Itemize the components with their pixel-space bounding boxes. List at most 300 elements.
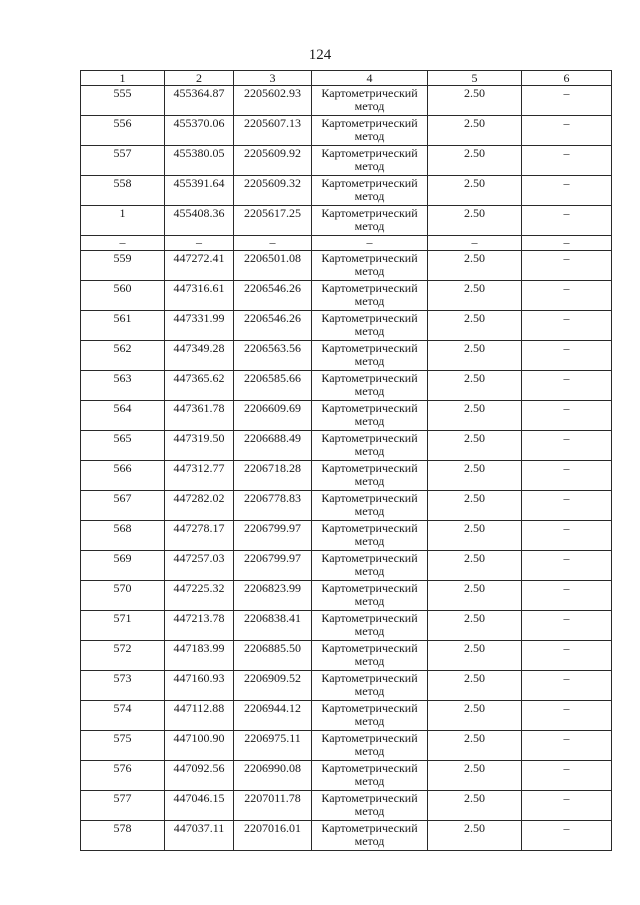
cell-accuracy xyxy=(428,641,522,671)
cell-accuracy-text: 2.50 xyxy=(464,731,485,745)
cell-accuracy xyxy=(428,461,522,491)
cell-y-coordinate xyxy=(234,86,312,116)
header-col-1: 1 xyxy=(81,71,165,86)
cell-x-coordinate xyxy=(165,641,234,671)
cell-accuracy-text: – xyxy=(471,235,478,249)
cell-point-number xyxy=(81,521,165,551)
cell-point-number-text: 561 xyxy=(113,311,132,325)
table-row xyxy=(81,761,612,791)
cell-accuracy xyxy=(428,251,522,281)
table-row xyxy=(81,176,612,206)
cell-accuracy-text: 2.50 xyxy=(464,581,485,595)
cell-accuracy xyxy=(428,731,522,761)
cell-method xyxy=(312,86,428,116)
cell-note xyxy=(522,206,612,236)
cell-note-text: – xyxy=(563,401,570,415)
cell-accuracy xyxy=(428,701,522,731)
cell-y-coordinate-text: 2206838.41 xyxy=(244,611,301,625)
cell-accuracy-text: 2.50 xyxy=(464,641,485,655)
cell-accuracy xyxy=(428,116,522,146)
cell-point-number-text: 559 xyxy=(113,251,132,265)
cell-method-text: Картометрический метод xyxy=(321,401,418,428)
cell-accuracy xyxy=(428,311,522,341)
cell-y-coordinate xyxy=(234,176,312,206)
cell-y-coordinate-text: 2205602.93 xyxy=(244,86,301,100)
cell-accuracy xyxy=(428,281,522,311)
cell-method-text: Картометрический метод xyxy=(321,581,418,608)
cell-note xyxy=(522,671,612,701)
cell-point-number xyxy=(81,206,165,236)
cell-y-coordinate-text: 2206975.11 xyxy=(244,731,301,745)
cell-x-coordinate-text: 447331.99 xyxy=(173,311,225,325)
cell-point-number xyxy=(81,431,165,461)
cell-point-number-text: 578 xyxy=(113,821,132,835)
cell-method-text: Картометрический метод xyxy=(321,761,418,788)
cell-method xyxy=(312,791,428,821)
cell-note xyxy=(522,431,612,461)
cell-method xyxy=(312,671,428,701)
cell-x-coordinate-text: 447312.77 xyxy=(173,461,225,475)
cell-x-coordinate-text: 447349.28 xyxy=(173,341,225,355)
cell-accuracy xyxy=(428,671,522,701)
cell-point-number-text: 575 xyxy=(113,731,132,745)
cell-y-coordinate-text: 2205617.25 xyxy=(244,206,301,220)
cell-point-number xyxy=(81,311,165,341)
cell-method-text: Картометрический метод xyxy=(321,641,418,668)
cell-y-coordinate-text: 2205609.92 xyxy=(244,146,301,160)
cell-note xyxy=(522,236,612,251)
cell-x-coordinate-text: 447225.32 xyxy=(173,581,225,595)
cell-point-number xyxy=(81,371,165,401)
cell-note xyxy=(522,86,612,116)
cell-x-coordinate-text: 447037.11 xyxy=(173,821,225,835)
cell-x-coordinate xyxy=(165,371,234,401)
cell-note xyxy=(522,581,612,611)
cell-note-text: – xyxy=(563,551,570,565)
cell-method xyxy=(312,236,428,251)
table-row xyxy=(81,251,612,281)
cell-method-text: Картометрический метод xyxy=(321,116,418,143)
cell-x-coordinate-text: 447361.78 xyxy=(173,401,225,415)
cell-method-text: Картометрический метод xyxy=(321,461,418,488)
cell-accuracy xyxy=(428,611,522,641)
cell-x-coordinate xyxy=(165,146,234,176)
cell-accuracy-text: 2.50 xyxy=(464,311,485,325)
table-body xyxy=(81,86,612,851)
table-row xyxy=(81,551,612,581)
cell-accuracy xyxy=(428,86,522,116)
cell-x-coordinate xyxy=(165,611,234,641)
cell-point-number xyxy=(81,821,165,851)
cell-note-text: – xyxy=(563,731,570,745)
cell-note xyxy=(522,521,612,551)
cell-y-coordinate xyxy=(234,491,312,521)
cell-accuracy xyxy=(428,491,522,521)
cell-method xyxy=(312,821,428,851)
cell-y-coordinate xyxy=(234,206,312,236)
cell-x-coordinate xyxy=(165,461,234,491)
cell-method xyxy=(312,146,428,176)
cell-point-number xyxy=(81,551,165,581)
cell-point-number-text: 568 xyxy=(113,521,132,535)
cell-accuracy-text: 2.50 xyxy=(464,431,485,445)
cell-note xyxy=(522,491,612,521)
cell-method xyxy=(312,611,428,641)
cell-method-text: Картометрический метод xyxy=(321,611,418,638)
cell-y-coordinate xyxy=(234,761,312,791)
cell-accuracy-text: 2.50 xyxy=(464,461,485,475)
table-row xyxy=(81,206,612,236)
table-row xyxy=(81,491,612,521)
cell-x-coordinate-text: 447257.03 xyxy=(173,551,225,565)
cell-point-number-text: 571 xyxy=(113,611,132,625)
cell-x-coordinate xyxy=(165,491,234,521)
cell-x-coordinate xyxy=(165,521,234,551)
cell-note-text: – xyxy=(563,86,570,100)
cell-x-coordinate xyxy=(165,731,234,761)
cell-point-number xyxy=(81,641,165,671)
cell-note-text: – xyxy=(563,701,570,715)
cell-y-coordinate xyxy=(234,461,312,491)
cell-y-coordinate xyxy=(234,146,312,176)
cell-y-coordinate-text: 2206546.26 xyxy=(244,281,301,295)
table-row xyxy=(81,521,612,551)
cell-method-text: Картометрический метод xyxy=(321,731,418,758)
cell-method xyxy=(312,401,428,431)
cell-note-text: – xyxy=(563,671,570,685)
cell-accuracy xyxy=(428,791,522,821)
cell-x-coordinate-text: 455408.36 xyxy=(173,206,225,220)
cell-x-coordinate xyxy=(165,251,234,281)
cell-method xyxy=(312,311,428,341)
cell-point-number-text: 573 xyxy=(113,671,132,685)
cell-x-coordinate-text: 447213.78 xyxy=(173,611,225,625)
cell-method xyxy=(312,731,428,761)
cell-point-number-text: 563 xyxy=(113,371,132,385)
cell-y-coordinate-text: 2206563.56 xyxy=(244,341,301,355)
cell-method xyxy=(312,551,428,581)
cell-point-number-text: 574 xyxy=(113,701,132,715)
cell-y-coordinate-text: 2206909.52 xyxy=(244,671,301,685)
cell-x-coordinate xyxy=(165,116,234,146)
cell-method-text: Картометрический метод xyxy=(321,821,418,848)
cell-point-number xyxy=(81,671,165,701)
cell-note xyxy=(522,281,612,311)
cell-x-coordinate xyxy=(165,281,234,311)
cell-method-text: Картометрический метод xyxy=(321,251,418,278)
cell-note-text: – xyxy=(563,821,570,835)
cell-note xyxy=(522,641,612,671)
cell-accuracy xyxy=(428,146,522,176)
cell-y-coordinate-text: 2207016.01 xyxy=(244,821,301,835)
cell-method xyxy=(312,206,428,236)
cell-method xyxy=(312,761,428,791)
header-col-2: 2 xyxy=(165,71,234,86)
cell-method xyxy=(312,251,428,281)
cell-note xyxy=(522,251,612,281)
table-row xyxy=(81,791,612,821)
cell-accuracy xyxy=(428,401,522,431)
cell-x-coordinate xyxy=(165,311,234,341)
cell-y-coordinate xyxy=(234,581,312,611)
cell-y-coordinate-text: 2206688.49 xyxy=(244,431,301,445)
cell-x-coordinate xyxy=(165,821,234,851)
cell-accuracy xyxy=(428,371,522,401)
cell-x-coordinate-text: 455364.87 xyxy=(173,86,225,100)
cell-method xyxy=(312,341,428,371)
cell-note-text: – xyxy=(563,251,570,265)
cell-note xyxy=(522,731,612,761)
cell-y-coordinate xyxy=(234,551,312,581)
cell-x-coordinate-text: – xyxy=(196,235,202,249)
cell-accuracy-text: 2.50 xyxy=(464,371,485,385)
table-row xyxy=(81,461,612,491)
cell-point-number-text: 570 xyxy=(113,581,132,595)
cell-method-text: Картометрический метод xyxy=(321,551,418,578)
cell-point-number xyxy=(81,461,165,491)
cell-point-number xyxy=(81,176,165,206)
cell-point-number xyxy=(81,731,165,761)
cell-note-text: – xyxy=(563,791,570,805)
cell-accuracy-text: 2.50 xyxy=(464,116,485,130)
cell-point-number xyxy=(81,236,165,251)
cell-point-number xyxy=(81,701,165,731)
cell-method-text: Картометрический метод xyxy=(321,671,418,698)
cell-point-number xyxy=(81,761,165,791)
cell-x-coordinate xyxy=(165,86,234,116)
cell-y-coordinate-text: 2206885.50 xyxy=(244,641,301,655)
cell-method-text: Картометрический метод xyxy=(321,176,418,203)
page-number: 124 xyxy=(308,47,332,63)
cell-method-text: Картометрический метод xyxy=(321,521,418,548)
cell-x-coordinate-text: 447092.56 xyxy=(173,761,225,775)
cell-note xyxy=(522,461,612,491)
cell-method-text: Картометрический метод xyxy=(321,281,418,308)
table-row xyxy=(81,431,612,461)
header-col-6: 6 xyxy=(522,71,612,86)
cell-x-coordinate xyxy=(165,401,234,431)
cell-accuracy-text: 2.50 xyxy=(464,521,485,535)
cell-note-text: – xyxy=(563,235,570,249)
cell-note xyxy=(522,146,612,176)
cell-method-text: Картометрический метод xyxy=(321,371,418,398)
cell-x-coordinate-text: 447365.62 xyxy=(173,371,225,385)
cell-accuracy-text: 2.50 xyxy=(464,86,485,100)
cell-point-number-text: 566 xyxy=(113,461,132,475)
cell-point-number-text: 565 xyxy=(113,431,132,445)
cell-note xyxy=(522,701,612,731)
cell-x-coordinate xyxy=(165,551,234,581)
cell-accuracy-text: 2.50 xyxy=(464,671,485,685)
cell-accuracy-text: 2.50 xyxy=(464,791,485,805)
cell-x-coordinate xyxy=(165,176,234,206)
cell-x-coordinate-text: 455380.05 xyxy=(173,146,225,160)
cell-point-number-text: 576 xyxy=(113,761,132,775)
cell-y-coordinate-text: 2207011.78 xyxy=(244,791,301,805)
cell-accuracy xyxy=(428,821,522,851)
cell-y-coordinate-text: 2206501.08 xyxy=(244,251,301,265)
cell-y-coordinate xyxy=(234,341,312,371)
cell-method xyxy=(312,116,428,146)
cell-y-coordinate xyxy=(234,116,312,146)
cell-accuracy-text: 2.50 xyxy=(464,821,485,835)
cell-point-number xyxy=(81,491,165,521)
cell-note-text: – xyxy=(563,581,570,595)
cell-y-coordinate-text: 2206799.97 xyxy=(244,551,301,565)
cell-accuracy xyxy=(428,551,522,581)
cell-point-number xyxy=(81,401,165,431)
cell-note-text: – xyxy=(563,491,570,505)
cell-y-coordinate-text: 2206546.26 xyxy=(244,311,301,325)
cell-x-coordinate-text: 447278.17 xyxy=(173,521,225,535)
cell-accuracy-text: 2.50 xyxy=(464,341,485,355)
cell-method xyxy=(312,461,428,491)
cell-note xyxy=(522,551,612,581)
cell-note-text: – xyxy=(563,641,570,655)
cell-accuracy-text: 2.50 xyxy=(464,611,485,625)
cell-y-coordinate xyxy=(234,641,312,671)
header-col-4: 4 xyxy=(312,71,428,86)
cell-x-coordinate-text: 447046.15 xyxy=(173,791,225,805)
cell-y-coordinate xyxy=(234,311,312,341)
cell-note xyxy=(522,791,612,821)
cell-method xyxy=(312,281,428,311)
cell-method-text: Картометрический метод xyxy=(321,431,418,458)
cell-point-number-text: 1 xyxy=(119,206,126,220)
cell-point-number xyxy=(81,146,165,176)
cell-x-coordinate-text: 447112.88 xyxy=(173,701,225,715)
cell-accuracy-text: 2.50 xyxy=(464,701,485,715)
cell-x-coordinate xyxy=(165,671,234,701)
cell-method-text: Картометрический метод xyxy=(321,341,418,368)
cell-y-coordinate xyxy=(234,281,312,311)
table-row xyxy=(81,146,612,176)
cell-note-text: – xyxy=(563,341,570,355)
cell-accuracy-text: 2.50 xyxy=(464,281,485,295)
cell-y-coordinate xyxy=(234,731,312,761)
cell-accuracy-text: 2.50 xyxy=(464,251,485,265)
cell-y-coordinate xyxy=(234,671,312,701)
cell-x-coordinate xyxy=(165,341,234,371)
cell-x-coordinate-text: 447316.61 xyxy=(173,281,225,295)
cell-accuracy xyxy=(428,176,522,206)
cell-point-number-text: 556 xyxy=(113,116,132,130)
cell-method-text: Картометрический метод xyxy=(321,146,418,173)
cell-method xyxy=(312,701,428,731)
cell-point-number-text: 557 xyxy=(113,146,132,160)
cell-note-text: – xyxy=(563,146,570,160)
cell-accuracy-text: 2.50 xyxy=(464,176,485,190)
cell-method xyxy=(312,431,428,461)
cell-y-coordinate xyxy=(234,371,312,401)
cell-method xyxy=(312,581,428,611)
cell-x-coordinate-text: 447272.41 xyxy=(173,251,225,265)
table-row xyxy=(81,341,612,371)
cell-note xyxy=(522,311,612,341)
cell-y-coordinate xyxy=(234,251,312,281)
cell-y-coordinate xyxy=(234,791,312,821)
cell-y-coordinate-text: 2206609.69 xyxy=(244,401,301,415)
cell-accuracy xyxy=(428,341,522,371)
cell-point-number-text: 577 xyxy=(113,791,132,805)
cell-method-text: Картометрический метод xyxy=(321,491,418,518)
table-row xyxy=(81,671,612,701)
cell-point-number xyxy=(81,581,165,611)
cell-x-coordinate-text: 447319.50 xyxy=(173,431,225,445)
cell-point-number-text: – xyxy=(119,235,126,249)
cell-y-coordinate xyxy=(234,701,312,731)
cell-note xyxy=(522,371,612,401)
cell-y-coordinate xyxy=(234,401,312,431)
cell-note xyxy=(522,401,612,431)
cell-point-number xyxy=(81,341,165,371)
cell-note-text: – xyxy=(563,761,570,775)
cell-method-text: Картометрический метод xyxy=(321,206,418,233)
cell-note-text: – xyxy=(563,116,570,130)
cell-note-text: – xyxy=(563,371,570,385)
table-row xyxy=(81,116,612,146)
cell-accuracy xyxy=(428,236,522,251)
cell-accuracy-text: 2.50 xyxy=(464,206,485,220)
cell-y-coordinate-text: 2205609.32 xyxy=(244,176,301,190)
cell-y-coordinate xyxy=(234,236,312,251)
table-row xyxy=(81,701,612,731)
cell-note-text: – xyxy=(563,206,570,220)
cell-method-text: Картометрический метод xyxy=(321,311,418,338)
cell-x-coordinate-text: 447160.93 xyxy=(173,671,225,685)
table-row xyxy=(81,641,612,671)
cell-y-coordinate-text: 2206718.28 xyxy=(244,461,301,475)
cell-accuracy xyxy=(428,521,522,551)
table-row xyxy=(81,311,612,341)
cell-accuracy xyxy=(428,581,522,611)
cell-note-text: – xyxy=(563,521,570,535)
cell-method xyxy=(312,491,428,521)
cell-x-coordinate-text: 455391.64 xyxy=(173,176,225,190)
cell-note xyxy=(522,116,612,146)
cell-y-coordinate-text: 2206823.99 xyxy=(244,581,301,595)
cell-accuracy-text: 2.50 xyxy=(464,146,485,160)
cell-note xyxy=(522,821,612,851)
cell-note-text: – xyxy=(563,431,570,445)
cell-x-coordinate-text: 447183.99 xyxy=(173,641,225,655)
separator-row xyxy=(81,236,612,251)
table-row xyxy=(81,731,612,761)
cell-accuracy-text: 2.50 xyxy=(464,761,485,775)
cell-point-number xyxy=(81,791,165,821)
cell-note-text: – xyxy=(563,176,570,190)
cell-accuracy-text: 2.50 xyxy=(464,491,485,505)
cell-y-coordinate-text: 2206778.83 xyxy=(244,491,301,505)
header-col-3: 3 xyxy=(234,71,312,86)
cell-note-text: – xyxy=(563,611,570,625)
table-row xyxy=(81,581,612,611)
cell-x-coordinate xyxy=(165,236,234,251)
cell-y-coordinate xyxy=(234,521,312,551)
table-row xyxy=(81,281,612,311)
cell-point-number-text: 558 xyxy=(113,176,132,190)
coordinates-table xyxy=(80,70,612,851)
cell-x-coordinate-text: 455370.06 xyxy=(173,116,225,130)
cell-point-number xyxy=(81,116,165,146)
header-col-5: 5 xyxy=(428,71,522,86)
cell-y-coordinate-text: 2206944.12 xyxy=(244,701,301,715)
cell-note xyxy=(522,176,612,206)
cell-point-number-text: 564 xyxy=(113,401,132,415)
cell-x-coordinate xyxy=(165,431,234,461)
table-header-row xyxy=(81,71,612,86)
cell-point-number xyxy=(81,611,165,641)
